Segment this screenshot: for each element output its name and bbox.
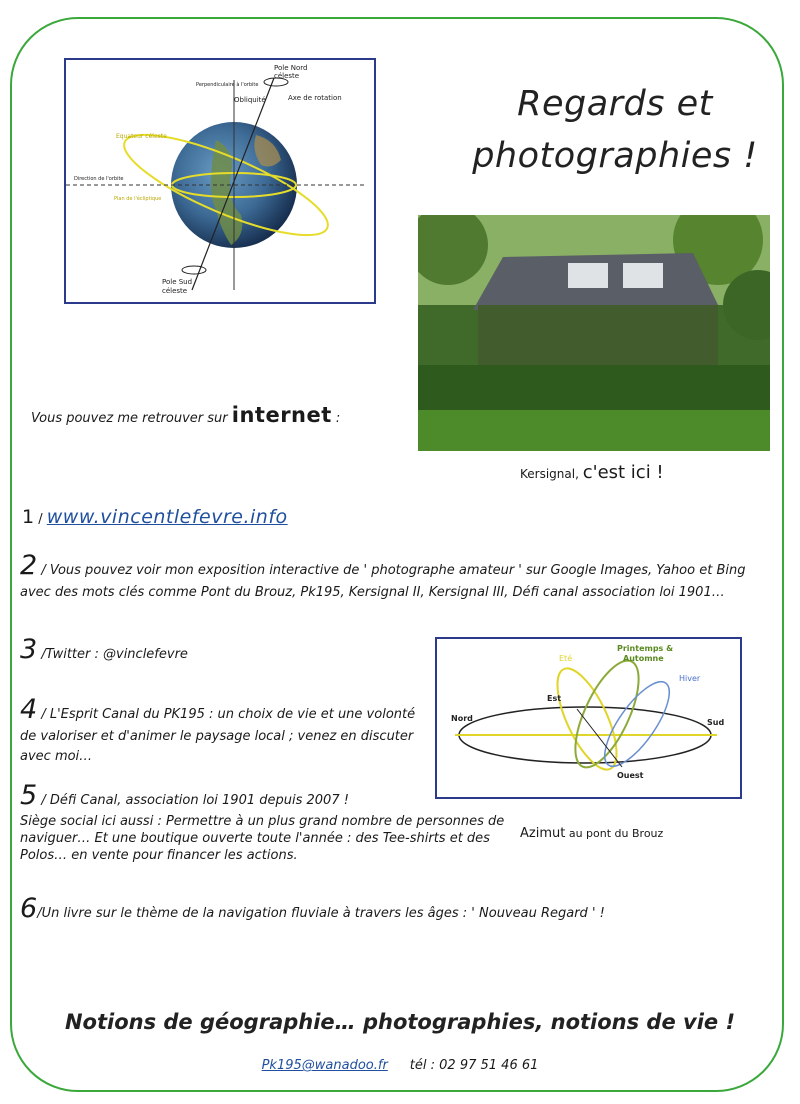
- item-3: 3 /Twitter : @vinclefevre: [20, 634, 188, 665]
- perpendiculaire-label: Perpendiculaire à l'orbite: [196, 82, 259, 88]
- item-6: 6/Un livre sur le thème de la navigation fluviale à travers les âges : ' Nouveau Regard ' !: [20, 893, 605, 924]
- est-label: Est: [547, 694, 562, 703]
- phone-number: tél : 02 97 51 46 61: [409, 1058, 539, 1073]
- direction-orbite-label: Direction de l'orbite: [74, 176, 124, 182]
- page-title: [455, 78, 775, 182]
- house-caption: Kersignal, c'est ici !: [520, 462, 664, 483]
- email-link[interactable]: Pk195@wanadoo.fr: [261, 1058, 388, 1073]
- azimut-diagram: [435, 637, 742, 799]
- nord-label: Nord: [451, 714, 473, 723]
- azimut-caption: Azimut au pont du Brouz: [520, 826, 664, 841]
- ouest-label: Ouest: [617, 771, 644, 780]
- item-1: 1 / www.vincentlefevre.info: [22, 506, 288, 528]
- automne-label: Automne: [623, 654, 664, 663]
- printemps-label: Printemps &: [617, 644, 674, 653]
- intro-text: Vous pouvez me retrouver sur internet :: [31, 403, 341, 427]
- title-line-1: Regards et: [517, 84, 713, 124]
- footer-tagline: Notions de géographie… photographies, notions de vie !: [64, 1010, 736, 1034]
- hiver-label: Hiver: [679, 674, 701, 683]
- pole-nord-celeste-label: céleste: [274, 72, 300, 80]
- item-4: 4 / L'Esprit Canal du PK195 : un choix de vie et une volonté de valoriser et d'animer le paysage local ; venez en discuter avec moi…: [20, 694, 416, 764]
- pole-sud-celeste-label: céleste: [162, 287, 188, 295]
- title-line-2: photographies !: [472, 136, 758, 176]
- pole-sud-label: Pole Sud: [162, 278, 193, 286]
- ete-label: Eté: [559, 654, 573, 663]
- pole-nord-label: Pole Nord: [274, 64, 308, 72]
- house-photo: [418, 215, 770, 451]
- earth-axis-diagram: [64, 58, 376, 304]
- plan-ecliptique-label: Plan de l'écliptique: [114, 196, 162, 202]
- contact-line: [0, 1058, 800, 1073]
- item-5: 5 / Défi Canal, association loi 1901 depuis 2007 ! Siège social ici aussi : Permettre à un plus grand nombre de personnes de naviguer… Et une boutique ouverte toute l'année : des Tee-shirts et des Polos… en vente pour financer les actions.: [20, 780, 505, 863]
- equateur-label: Equateur céleste: [116, 133, 167, 140]
- sud-label: Sud: [707, 718, 725, 727]
- obliquite-label: Obliquité: [234, 96, 266, 104]
- website-link[interactable]: www.vincentlefevre.info: [46, 506, 288, 528]
- axe-rotation-label: Axe de rotation: [288, 94, 342, 102]
- item-2: 2 / Vous pouvez voir mon exposition interactive de ' photographe amateur ' sur Google Images, Yahoo et Bing avec des mots clés comme Pont du Brouz, Pk195, Kersignal II, Kersignal III, Défi canal association loi 1901…: [20, 550, 746, 600]
